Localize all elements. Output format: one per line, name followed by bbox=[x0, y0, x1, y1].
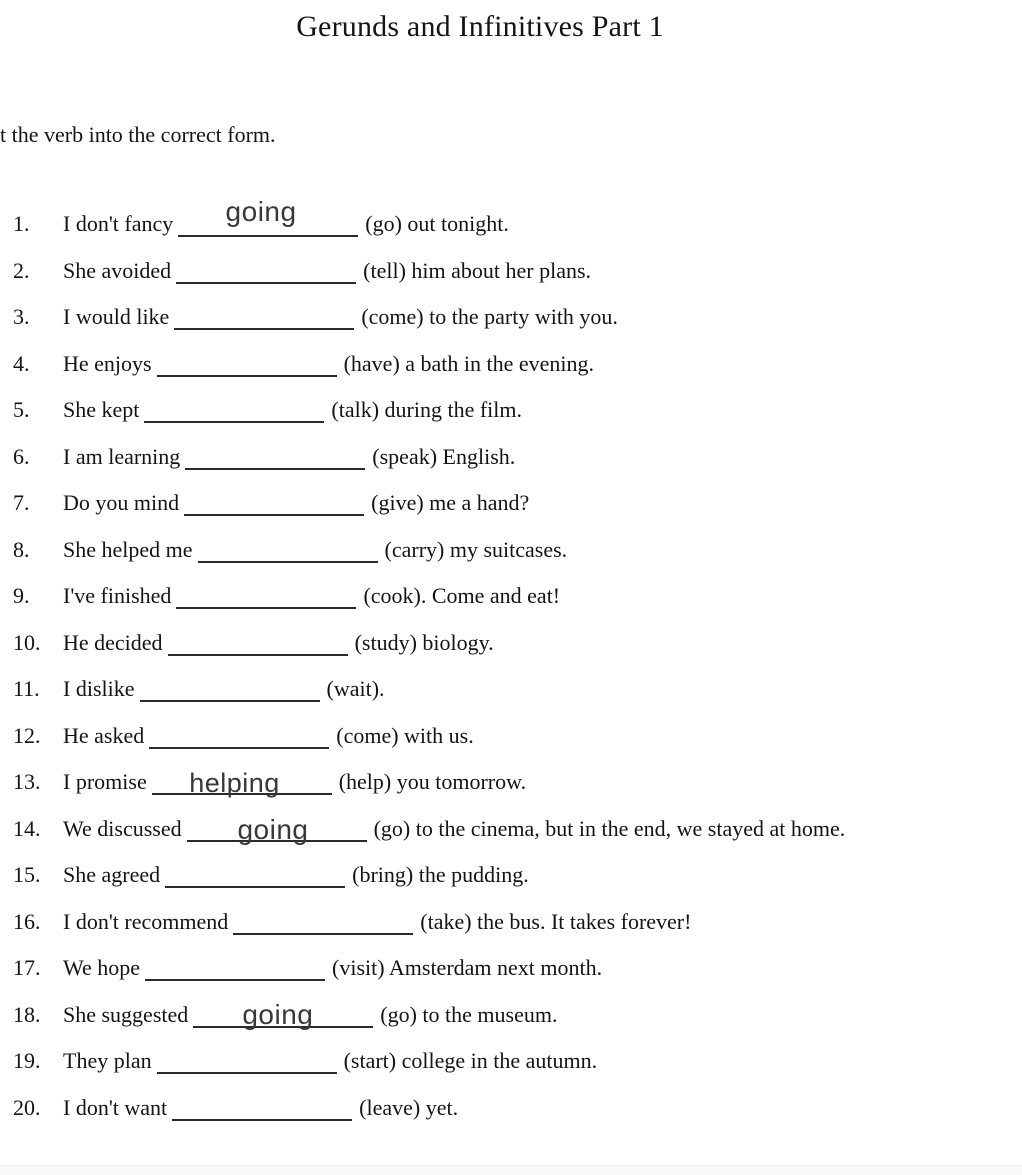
sentence-before-blank: She kept bbox=[63, 397, 140, 422]
item-number: 19. bbox=[13, 1048, 41, 1073]
answer-blank[interactable] bbox=[157, 355, 337, 377]
item-number: 11. bbox=[13, 676, 40, 701]
sentence-before-blank: We hope bbox=[63, 955, 141, 980]
sentence-before-blank: She agreed bbox=[63, 862, 161, 887]
item-sentence bbox=[63, 303, 1022, 331]
sentence-after-blank: (carry) my suitcases. bbox=[384, 536, 568, 562]
item-number: 18. bbox=[13, 1001, 41, 1027]
worksheet-page bbox=[0, 8, 1022, 1140]
exercise-item-4 bbox=[0, 350, 1022, 397]
item-sentence bbox=[63, 722, 1022, 750]
sentence-after-blank: (go) to the museum. bbox=[380, 1001, 558, 1027]
answer-blank[interactable] bbox=[174, 308, 354, 330]
item-number: 8. bbox=[13, 536, 30, 562]
exercise-item-3 bbox=[0, 303, 1022, 350]
item-number: 13. bbox=[13, 769, 41, 794]
sentence-before-blank: I promise bbox=[63, 769, 147, 794]
sentence-after-blank: (cook). Come and eat! bbox=[363, 583, 561, 608]
sentence-after-blank: (speak) English. bbox=[372, 443, 516, 469]
item-number: 1. bbox=[13, 211, 30, 236]
item-sentence bbox=[63, 443, 1022, 471]
item-number: 6. bbox=[13, 443, 30, 469]
item-number: 10. bbox=[13, 629, 41, 655]
sentence-before-blank: I am learning bbox=[63, 443, 181, 469]
exercise-item-1 bbox=[0, 196, 1022, 257]
exercise-item-20 bbox=[0, 1094, 1022, 1141]
item-number: 4. bbox=[13, 350, 30, 376]
item-sentence bbox=[63, 815, 1022, 843]
answer-blank[interactable] bbox=[172, 1099, 352, 1121]
answer-blank[interactable] bbox=[185, 448, 365, 470]
sentence-after-blank: (give) me a hand? bbox=[371, 490, 530, 515]
exercise-item-13 bbox=[0, 768, 1022, 815]
answer-blank[interactable] bbox=[165, 866, 345, 888]
typed-answer: going bbox=[225, 196, 297, 227]
sentence-after-blank: (talk) during the film. bbox=[331, 397, 523, 422]
sentence-after-blank: (bring) the pudding. bbox=[352, 862, 529, 887]
exercise-item-14 bbox=[0, 815, 1022, 862]
item-number: 20. bbox=[13, 1094, 41, 1120]
exercise-item-2 bbox=[0, 257, 1022, 304]
item-sentence bbox=[63, 861, 1022, 889]
exercise-list bbox=[0, 196, 1022, 1140]
exercise-item-15 bbox=[0, 861, 1022, 908]
item-sentence bbox=[63, 396, 1022, 424]
item-sentence bbox=[63, 998, 1022, 1030]
item-number: 17. bbox=[13, 955, 41, 980]
exercise-item-17 bbox=[0, 954, 1022, 1001]
answer-blank[interactable] bbox=[193, 998, 373, 1030]
item-sentence bbox=[63, 350, 1022, 378]
answer-blank[interactable] bbox=[140, 680, 320, 702]
sentence-before-blank: Do you mind bbox=[63, 490, 180, 515]
sentence-before-blank: I dislike bbox=[63, 676, 135, 701]
sentence-before-blank: I don't recommend bbox=[63, 908, 229, 934]
item-number: 16. bbox=[13, 908, 41, 934]
sentence-before-blank: I've finished bbox=[63, 583, 172, 608]
item-sentence bbox=[63, 768, 1022, 796]
item-sentence bbox=[63, 536, 1022, 564]
exercise-item-12 bbox=[0, 722, 1022, 769]
item-sentence bbox=[63, 582, 1022, 610]
sentence-after-blank: (study) biology. bbox=[354, 629, 494, 655]
sentence-before-blank: He decided bbox=[63, 629, 163, 655]
sentence-after-blank: (go) to the cinema, but in the end, we stayed at home. bbox=[373, 815, 846, 841]
item-sentence bbox=[63, 629, 1022, 657]
exercise-item-16 bbox=[0, 908, 1022, 955]
sentence-after-blank: (help) you tomorrow. bbox=[338, 769, 527, 794]
sentence-before-blank: He asked bbox=[63, 722, 145, 748]
item-number: 7. bbox=[13, 490, 30, 515]
sentence-before-blank: She avoided bbox=[63, 257, 172, 283]
item-sentence bbox=[63, 1047, 1022, 1075]
item-number: 15. bbox=[13, 862, 41, 887]
item-sentence bbox=[63, 908, 1022, 936]
sentence-after-blank: (come) with us. bbox=[336, 722, 474, 748]
answer-blank[interactable] bbox=[168, 634, 348, 656]
answer-blank[interactable] bbox=[198, 541, 378, 563]
exercise-item-9 bbox=[0, 582, 1022, 629]
answer-blank[interactable] bbox=[145, 959, 325, 981]
exercise-item-8 bbox=[0, 536, 1022, 583]
item-sentence bbox=[63, 675, 1022, 703]
typed-answer: going bbox=[237, 813, 309, 845]
exercise-item-11 bbox=[0, 675, 1022, 722]
answer-blank[interactable] bbox=[149, 727, 329, 749]
sentence-after-blank: (leave) yet. bbox=[359, 1094, 459, 1120]
sentence-after-blank: (start) college in the autumn. bbox=[343, 1048, 598, 1073]
exercise-item-18 bbox=[0, 998, 1022, 1048]
item-number: 12. bbox=[13, 722, 41, 748]
instruction-text: t the verb into the correct form. bbox=[0, 122, 276, 147]
answer-blank[interactable] bbox=[233, 913, 413, 935]
exercise-item-5 bbox=[0, 396, 1022, 443]
item-sentence bbox=[63, 489, 1022, 517]
exercise-item-7 bbox=[0, 489, 1022, 536]
sentence-before-blank: I don't fancy bbox=[63, 211, 174, 236]
answer-blank[interactable] bbox=[176, 262, 356, 284]
exercise-item-19 bbox=[0, 1047, 1022, 1094]
sentence-before-blank: He enjoys bbox=[63, 350, 152, 376]
item-number: 9. bbox=[13, 583, 30, 608]
sentence-after-blank: (go) out tonight. bbox=[365, 211, 509, 236]
sentence-before-blank: I don't want bbox=[63, 1094, 168, 1120]
answer-blank[interactable] bbox=[184, 494, 364, 516]
answer-blank[interactable] bbox=[152, 768, 332, 798]
sentence-after-blank: (wait). bbox=[326, 676, 385, 701]
answer-blank[interactable] bbox=[176, 587, 356, 609]
answer-blank[interactable] bbox=[178, 196, 358, 237]
sentence-before-blank: She suggested bbox=[63, 1001, 189, 1027]
answer-blank[interactable] bbox=[144, 401, 324, 423]
typed-answer: helping bbox=[189, 768, 280, 798]
exercise-item-10 bbox=[0, 629, 1022, 676]
item-number: 3. bbox=[13, 304, 30, 329]
sentence-before-blank: We discussed bbox=[63, 815, 182, 841]
sentence-after-blank: (have) a bath in the evening. bbox=[343, 350, 595, 376]
answer-blank[interactable] bbox=[187, 813, 367, 845]
item-number: 14. bbox=[13, 815, 41, 841]
sentence-before-blank: She helped me bbox=[63, 536, 193, 562]
item-sentence bbox=[63, 954, 1022, 982]
item-sentence bbox=[63, 1094, 1022, 1122]
item-number: 5. bbox=[13, 397, 30, 422]
page-title: Gerunds and Infinitives Part 1 bbox=[296, 10, 664, 43]
sentence-after-blank: (visit) Amsterdam next month. bbox=[332, 955, 603, 980]
sentence-after-blank: (tell) him about her plans. bbox=[363, 257, 592, 283]
sentence-before-blank: I would like bbox=[63, 304, 170, 329]
item-sentence bbox=[63, 257, 1022, 285]
item-number: 2. bbox=[13, 257, 30, 283]
exercise-item-6 bbox=[0, 443, 1022, 490]
answer-blank[interactable] bbox=[157, 1052, 337, 1074]
item-sentence bbox=[63, 196, 1022, 238]
sentence-before-blank: They plan bbox=[63, 1048, 152, 1073]
typed-answer: going bbox=[242, 998, 314, 1030]
sentence-after-blank: (come) to the party with you. bbox=[361, 304, 618, 329]
sentence-after-blank: (take) the bus. It takes forever! bbox=[420, 908, 692, 934]
